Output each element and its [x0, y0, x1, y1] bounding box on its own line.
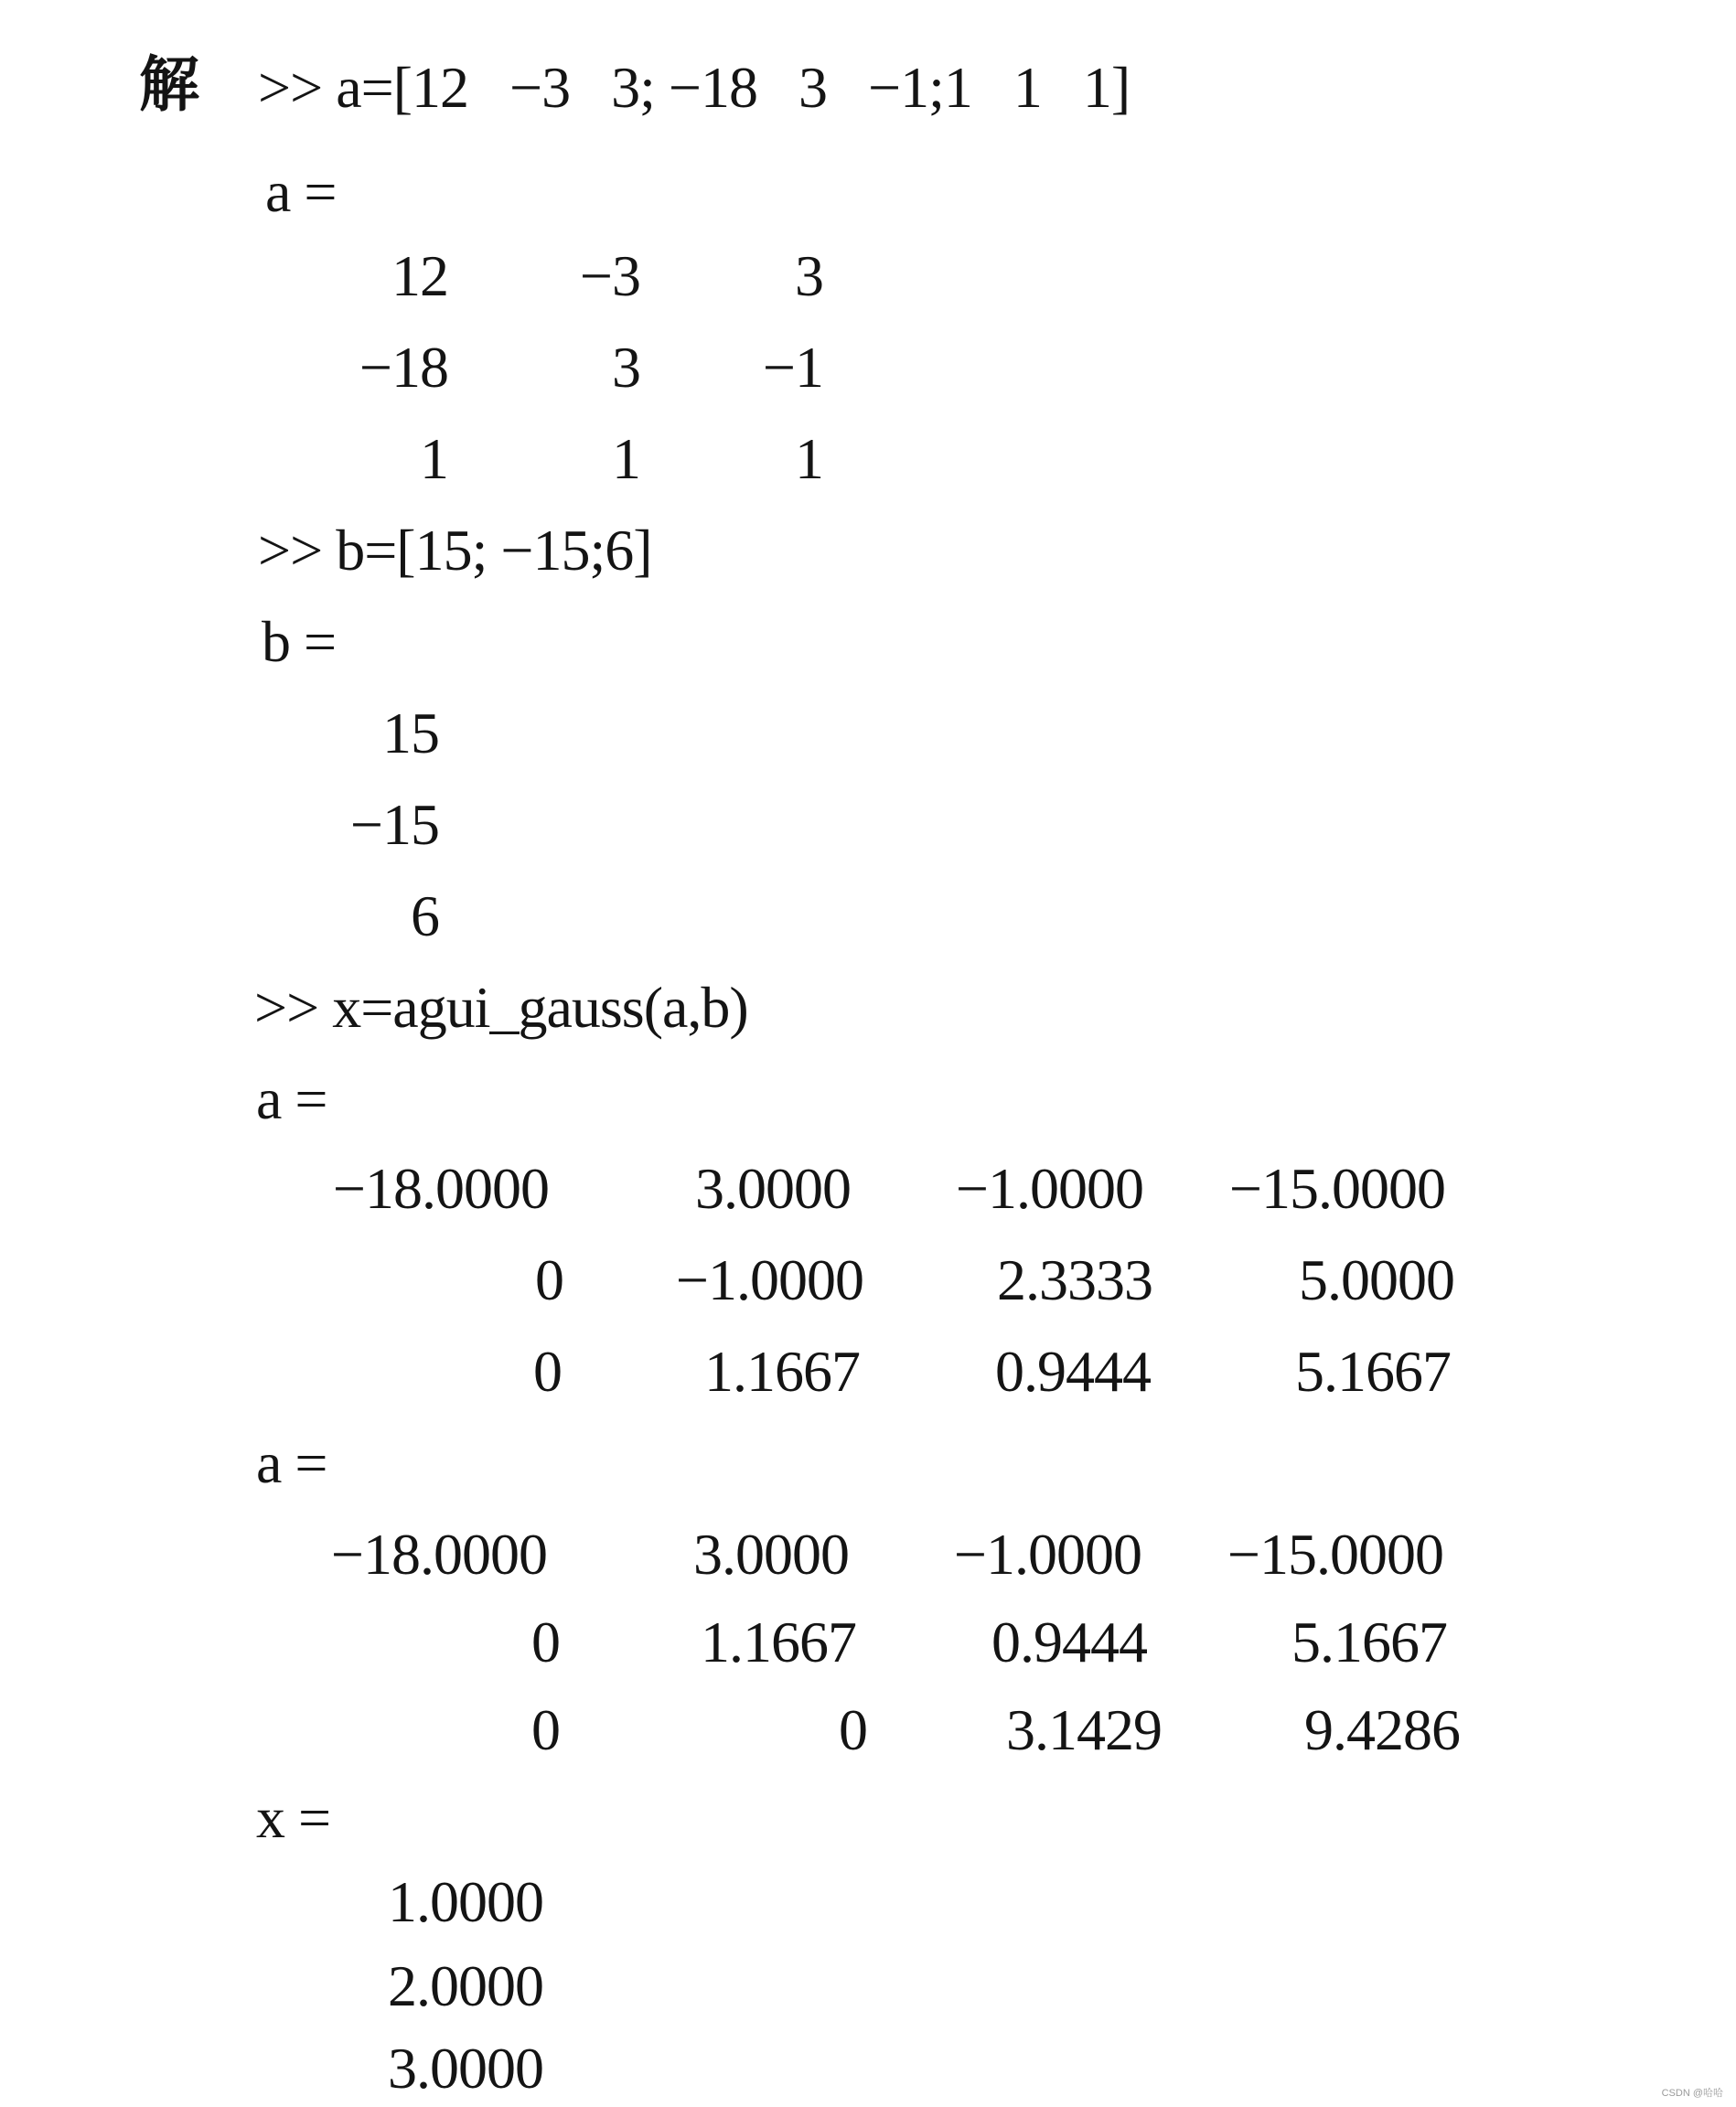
matrix-cell: 0 [839, 1697, 867, 1762]
matrix-cell: −1.0000 [953, 1522, 1141, 1587]
vector-cell: 3.0000 [388, 2036, 543, 2101]
matrix-cell: −15.0000 [1227, 1522, 1443, 1587]
matrix-cell: 0 [535, 1247, 563, 1312]
matrix-cell: 3.0000 [693, 1522, 849, 1587]
matrix-cell: −1.0000 [675, 1247, 863, 1312]
matrix-cell: 1.1667 [701, 1610, 856, 1674]
matrix-cell: 3 [795, 243, 823, 308]
output-b-label: b = [262, 609, 337, 674]
output-a-label: a = [265, 159, 337, 224]
command-define-b: >> b=[15; −15;6] [258, 518, 652, 583]
command-define-a: >> a=[12 −3 3; −18 3 −1;1 1 1] [258, 55, 1131, 120]
output-a-step1-label: a = [256, 1066, 327, 1131]
matrix-cell: 0 [531, 1697, 560, 1762]
vector-cell: 15 [382, 701, 439, 765]
matrix-cell: −18.0000 [330, 1522, 547, 1587]
matrix-cell: 3.1429 [1006, 1697, 1162, 1762]
matrix-cell: 3 [612, 335, 640, 400]
matrix-cell: 5.1667 [1295, 1339, 1451, 1404]
matrix-cell: −18.0000 [332, 1156, 549, 1221]
vector-cell: −15 [349, 792, 439, 857]
matrix-cell: 12 [391, 243, 448, 308]
matrix-cell: 2.3333 [997, 1247, 1152, 1312]
matrix-cell: −18 [359, 335, 448, 400]
matrix-cell: 1 [612, 426, 640, 491]
output-x-label: x = [256, 1785, 331, 1850]
matrix-cell: 1.1667 [704, 1339, 860, 1404]
output-a-step2-label: a = [256, 1430, 327, 1495]
matrix-cell: 9.4286 [1304, 1697, 1460, 1762]
vector-cell: 1.0000 [388, 1869, 543, 1934]
vector-cell: 6 [411, 883, 439, 948]
matrix-cell: 5.1667 [1291, 1610, 1447, 1674]
solution-label: 解 [139, 49, 199, 120]
vector-cell: 2.0000 [388, 1953, 543, 2018]
matrix-cell: 0.9444 [991, 1610, 1147, 1674]
matrix-cell: 0 [531, 1610, 560, 1674]
matrix-cell: −15.0000 [1228, 1156, 1445, 1221]
matrix-cell: 1 [420, 426, 448, 491]
matrix-cell: −1 [762, 335, 823, 400]
watermark: CSDN @哈哈 [1661, 2088, 1723, 2099]
matrix-cell: −3 [579, 243, 640, 308]
matrix-cell: 0 [533, 1339, 562, 1404]
matrix-cell: 3.0000 [695, 1156, 851, 1221]
matrix-cell: 0.9444 [995, 1339, 1151, 1404]
command-gauss: >> x=agui_gauss(a,b) [254, 975, 748, 1040]
matrix-cell: −1.0000 [955, 1156, 1143, 1221]
matrix-cell: 1 [795, 426, 823, 491]
matrix-cell: 5.0000 [1299, 1247, 1454, 1312]
